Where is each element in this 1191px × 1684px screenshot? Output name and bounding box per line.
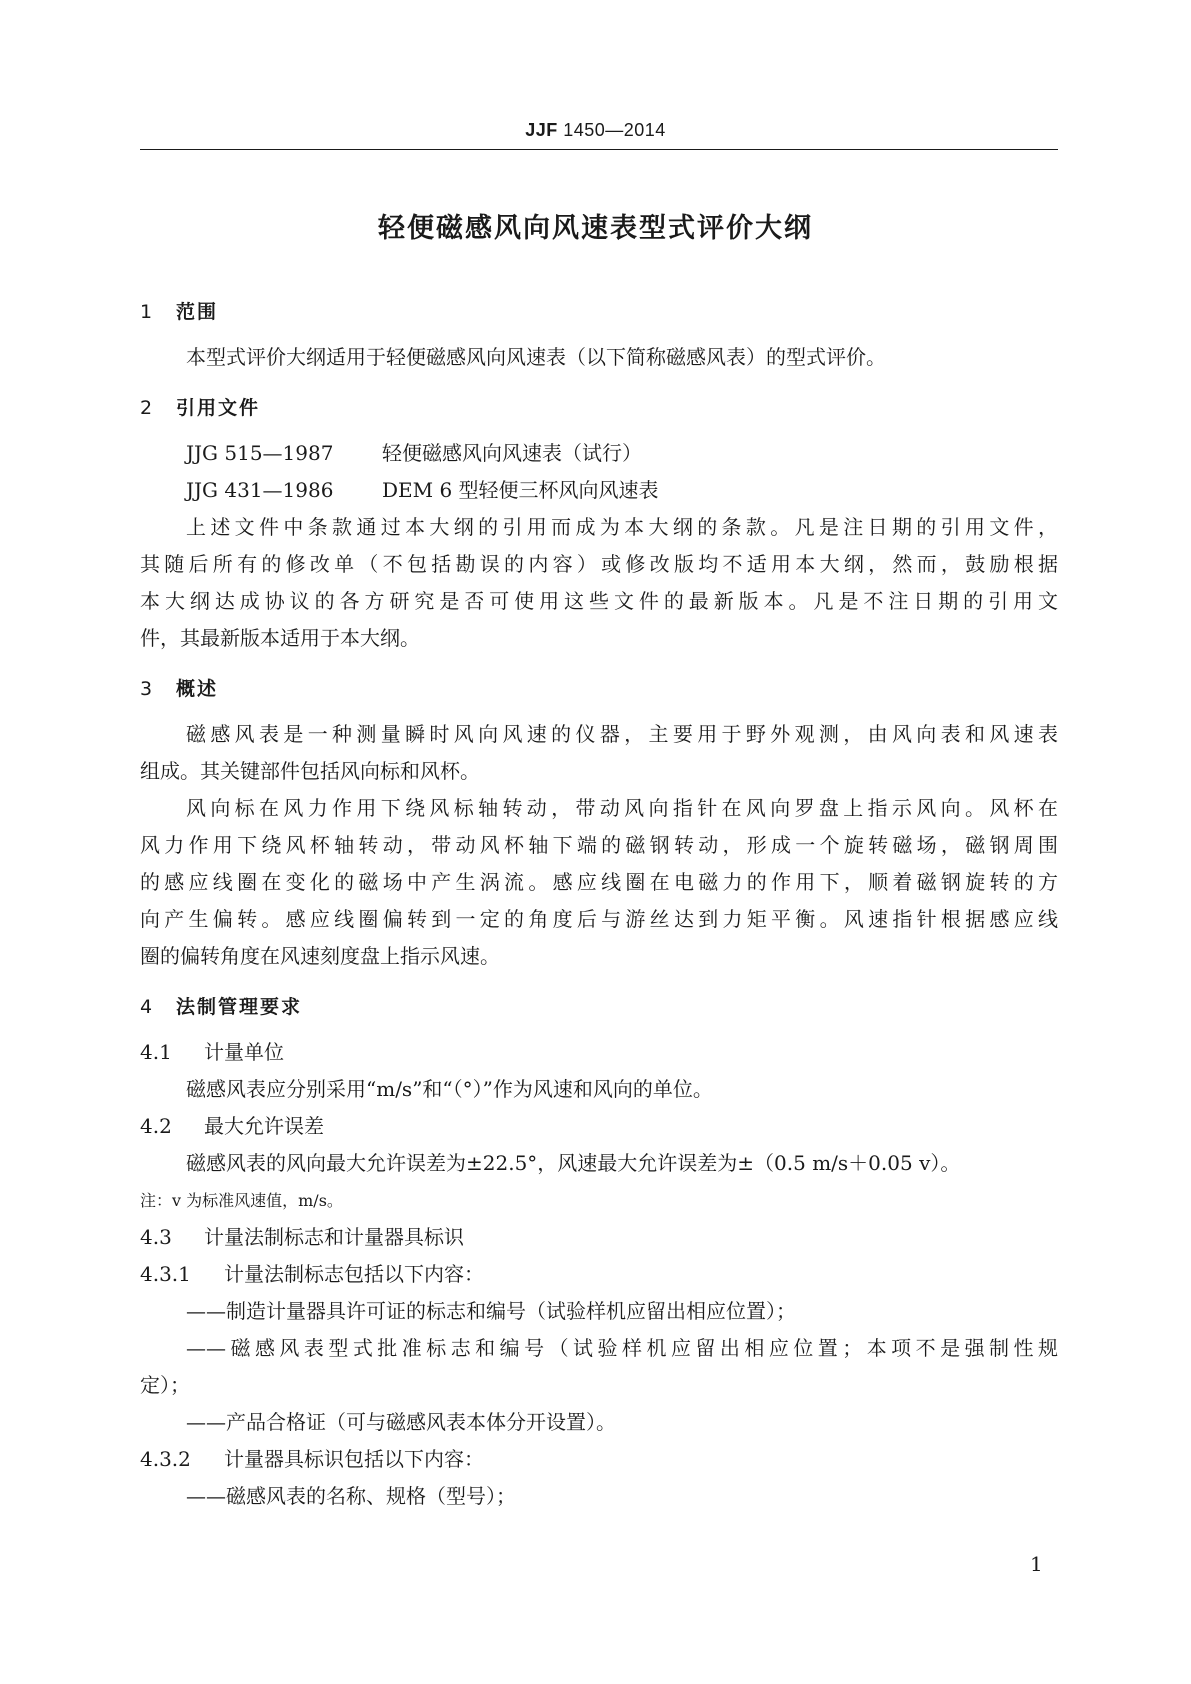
subsection-title: 最大允许误差 [204, 1114, 324, 1138]
page-header [0, 120, 1191, 141]
standard-code-prefix: JJF [525, 120, 558, 140]
list-item: ——磁感风表型式批准标志和编号（试验样机应留出相应位置；本项不是强制性规 [186, 1336, 1058, 1360]
paragraph-line: 组成。其关键部件包括风向标和风杯。 [140, 759, 480, 783]
paragraph-line: 磁感风表是一种测量瞬时风向风速的仪器，主要用于野外观测，由风向表和风速表 [186, 722, 1058, 746]
paragraph-line: 向产生偏转。感应线圈偏转到一定的角度后与游丝达到力矩平衡。风速指针根据感应线 [140, 907, 1058, 931]
subsection-title: 计量法制标志包括以下内容： [224, 1262, 484, 1286]
header-divider [140, 149, 1058, 150]
section-1-paragraph: 本型式评价大纲适用于轻便磁感风向风速表（以下简称磁感风表）的型式评价。 [186, 345, 886, 369]
subsection-4-3-2-heading [140, 1441, 1058, 1478]
paragraph-line: 本大纲达成协议的各方研究是否可使用这些文件的最新版本。凡是不注日期的引用文 [140, 589, 1058, 613]
section-4-heading [140, 989, 1058, 1026]
section-title: 概述 [176, 678, 219, 700]
section-number: 2 [140, 397, 155, 419]
subsection-number: 4.3 [140, 1225, 172, 1249]
subsection-4-2-heading [140, 1108, 1058, 1145]
list-item: ——产品合格证（可与磁感风表本体分开设置）。 [186, 1410, 616, 1434]
document-body [140, 294, 1058, 1515]
subsection-number: 4.3.2 [140, 1447, 191, 1471]
section-3-heading [140, 671, 1058, 708]
paragraph-line: 风向标在风力作用下绕风标轴转动，带动风向指针在风向罗盘上指示风向。风杯在 [186, 796, 1058, 820]
paragraph-line: 圈的偏转角度在风速刻度盘上指示风速。 [140, 944, 500, 968]
note-text: 注：v 为标准风速值，m/s。 [140, 1191, 343, 1210]
list-item: ——制造计量器具许可证的标志和编号（试验样机应留出相应位置）； [186, 1299, 796, 1323]
list-item-continuation: 定）； [140, 1373, 190, 1397]
reference-name: DEM 6 型轻便三杯风向风速表 [382, 478, 659, 502]
page-number: 1 [1030, 1552, 1043, 1576]
subsection-4-1-heading [140, 1034, 1058, 1071]
subsection-title: 计量法制标志和计量器具标识 [204, 1225, 464, 1249]
list-item: ——磁感风表的名称、规格（型号）； [186, 1484, 516, 1508]
section-title: 法制管理要求 [176, 996, 303, 1018]
subsection-4-2-text: 磁感风表的风向最大允许误差为±22.5°，风速最大允许误差为±（0.5 m/s＋0.05 v）。 [186, 1151, 961, 1175]
paragraph-line: 上述文件中条款通过本大纲的引用而成为本大纲的条款。凡是注日期的引用文件， [186, 515, 1058, 539]
paragraph-line: 其随后所有的修改单（不包括勘误的内容）或修改版均不适用本大纲，然而，鼓励根据 [140, 552, 1058, 576]
subsection-4-3-1-heading [140, 1256, 1058, 1293]
section-1-heading [140, 294, 1058, 331]
subsection-4-1-text: 磁感风表应分别采用“m/s”和“（°）”作为风速和风向的单位。 [186, 1077, 713, 1101]
reference-item [140, 435, 1058, 472]
reference-item [140, 472, 1058, 509]
reference-code: JJG 431—1986 [186, 478, 334, 502]
subsection-number: 4.1 [140, 1040, 172, 1064]
section-number: 1 [140, 301, 155, 323]
document-title: 轻便磁感风向风速表型式评价大纲 [378, 213, 813, 244]
paragraph-line: 的感应线圈在变化的磁场中产生涡流。感应线圈在电磁力的作用下，顺着磁钢旋转的方 [140, 870, 1058, 894]
subsection-4-3-heading [140, 1219, 1058, 1256]
section-title: 范围 [176, 301, 219, 323]
reference-name: 轻便磁感风向风速表（试行） [382, 441, 642, 465]
section-2-heading [140, 390, 1058, 427]
section-title: 引用文件 [176, 397, 261, 419]
subsection-title: 计量器具标识包括以下内容： [224, 1447, 484, 1471]
paragraph-line: 风力作用下绕风杯轴转动，带动风杯轴下端的磁钢转动，形成一个旋转磁场，磁钢周围 [140, 833, 1058, 857]
paragraph-line: 件，其最新版本适用于本大纲。 [140, 626, 420, 650]
reference-code: JJG 515—1987 [186, 441, 334, 465]
section-number: 4 [140, 996, 155, 1018]
subsection-number: 4.3.1 [140, 1262, 191, 1286]
standard-code-number: 1450—2014 [557, 120, 666, 140]
section-number: 3 [140, 678, 155, 700]
subsection-number: 4.2 [140, 1114, 172, 1138]
subsection-title: 计量单位 [204, 1040, 284, 1064]
